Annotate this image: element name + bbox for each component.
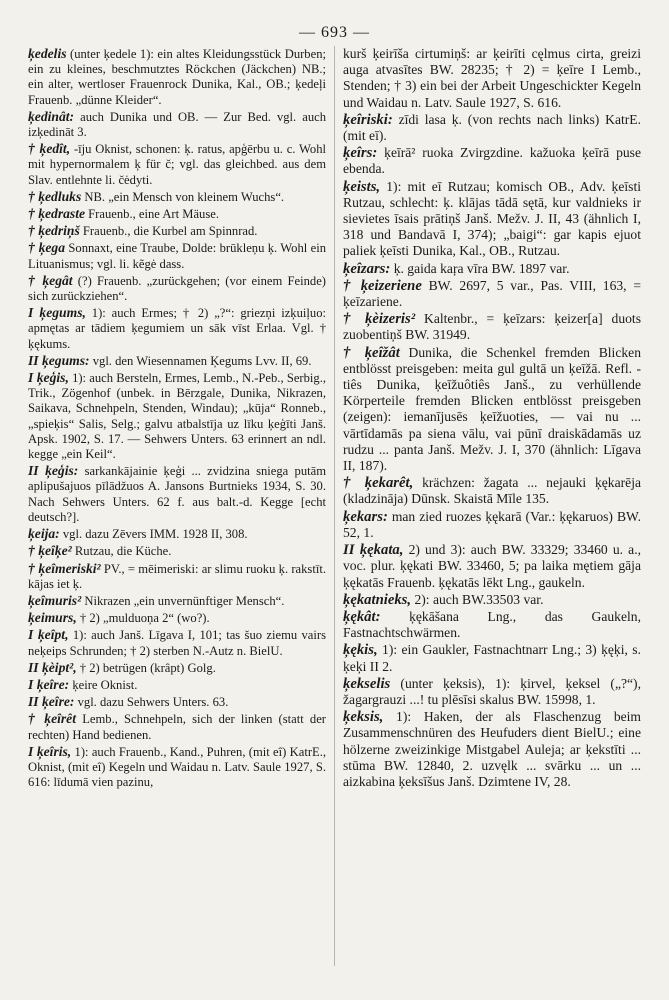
entry-headword: ķekars: xyxy=(343,508,388,525)
entry-text: 1): Haken, der als Flaschenzug beim Zusammenschnüren des Heufuders dient BielU.; eine hölzerne zweizinkige Mistgabel Auleja; ar ķekstīti ... stūma BW. 12840, 2. uzvęlk ... svārku ... un ... aizkabina ķeksīšus Janš. Dzimtene IV, 28. xyxy=(343,709,641,789)
entry-headword: † ķekarêt, xyxy=(343,475,414,492)
entry-headword: † ķeizeriene xyxy=(343,277,422,294)
entry-text: Lemb., Schnehpeln, sich der linken (statt der rechten) Hand bedienen. xyxy=(28,712,327,742)
entry-text: sarkankājainie ķeģi ... zvidzina sniega putām aplipušajuos pīlādžuos A. Jansons Burtnieks 1934, S. 30. Nach Sehwers Unters. 62 f. aus balt.-d. Kegge [echt deutsch?]. xyxy=(28,464,326,524)
entry-headword: ķeîriski: xyxy=(343,111,393,128)
entry-headword: I ķeîre: xyxy=(28,676,70,692)
dictionary-entry xyxy=(343,542,641,591)
entry-headword: † ķegât xyxy=(28,272,73,288)
entry-text: ķ. gaida kaŗa vīra BW. 1897 var. xyxy=(393,260,570,276)
entry-text: Rutzau, die Küche. xyxy=(74,544,172,559)
entry-text: PV., = mēimeriski: ar slimu ruoku ķ. rakstīt. kājas iet ķ. xyxy=(28,561,326,591)
left-column xyxy=(28,46,326,791)
entry-headword: ķeimurs, xyxy=(28,610,77,626)
entry-text: 1): auch Ermes; † 2) „?“: griezņi izķuiļuo: apmętas ar tādiem ķegumiem un sāk vīst Erlaa. Vgl. † ķękums. xyxy=(28,306,326,351)
dictionary-entry xyxy=(343,609,641,641)
right-column xyxy=(343,46,641,791)
dictionary-entry xyxy=(28,240,326,271)
entry-text: 1): auch Janš. Līgava I, 101; tas šuo ziemu vairs neķeips Schrunden; † 2) sterben N.-Autz n. BielU. xyxy=(28,628,326,658)
entry-text: -īju Oknist, schonen: ķ. ratus, apģērbu u. c. Wohl mit hypernormalem ķ für č; vgl. das gleichbed. aus dem Slav. entlehnte li. čėdyti. xyxy=(28,142,326,187)
dictionary-entry xyxy=(28,141,326,188)
dictionary-entry xyxy=(343,345,641,475)
entry-text: NB. „ein Mensch von kleinem Wuchs“. xyxy=(84,189,285,204)
entry-text: 2): auch BW.33503 var. xyxy=(414,591,544,607)
entry-text: Frauenb., eine Art Mäuse. xyxy=(88,207,219,222)
dictionary-entry xyxy=(28,694,326,710)
entry-text: auch Dunika und OB. — Zur Bed. vgl. auch izķedināt 3. xyxy=(28,109,327,140)
entry-headword: II ķèipt², xyxy=(28,659,77,675)
dictionary-entry xyxy=(343,475,641,507)
entry-text: † 2) betrügen (krâpt) Golg. xyxy=(79,660,216,675)
entry-text: zīdi lasa ķ. (von rechts nach links) KatrE. (mit eī). xyxy=(343,111,641,144)
dictionary-entry xyxy=(28,46,326,108)
entry-headword: II ķeîre: xyxy=(28,694,75,710)
entry-headword: † ķeîmeriski² xyxy=(28,560,101,576)
dictionary-entry xyxy=(28,660,326,676)
dictionary-entry xyxy=(343,709,641,790)
dictionary-entry xyxy=(28,370,326,462)
entry-text: Frauenb., die Kurbel am Spinnrad. xyxy=(82,224,258,239)
entry-text: BW. 2697, 5 var., Pas. VIII, 163, = ķeīzariene. xyxy=(343,277,642,310)
entry-headword: † ķedluks xyxy=(28,188,82,204)
entry-text: Dunika, die Schenkel fremden Blicken entblösst preisgeben: meita gul gultā un ķeīžā. Refl. -tiês Dunika, ķeīžuôtiês Janš., zu verhüllende Körperteile fremden Blicken entblösst preisgeben (zeigen): iemanījusēs ķeīžuoties, — vai nu ... vārtīdamās pa siena vālu, vai pūnī draiskādamās uz rudzu ... panta Janš. Mežv. J. I, 370 (ähnlich: Līgava II, 187). xyxy=(343,344,641,474)
dictionary-entry xyxy=(343,46,641,111)
dictionary-entry xyxy=(343,145,641,177)
entry-text: (unter ķeksis), 1): ķirvel, ķeksel („?“), žagargrauzi ...! tu plēsīsi skalus BW. 15998, 1. xyxy=(343,675,641,707)
entry-headword: ķeija: xyxy=(28,526,60,542)
entry-text: vgl. den Wiesennamen Ķegums Lvv. II, 69. xyxy=(92,353,312,368)
dictionary-entry xyxy=(28,610,326,626)
entry-text: 1): auch Frauenb., Kand., Puhren, (mit eî) KatrE., Oknist, (mit eî) Kegeln und Waidau n. Latv. Saule 1927, S. 616: līdumā vien pazinu, xyxy=(28,744,327,790)
dictionary-entry xyxy=(343,261,641,277)
dictionary-entry xyxy=(343,278,641,310)
entry-text: ķeīrā² ruoka Zvirgzdine. kažuoka ķeīrā puse ebenda. xyxy=(343,145,641,177)
dictionary-entry xyxy=(343,676,641,708)
entry-headword: ķeîrs: xyxy=(343,145,378,162)
entry-headword: ķeîzars: xyxy=(343,260,391,277)
dictionary-entry xyxy=(343,112,641,144)
entry-headword: ķekselis xyxy=(343,675,391,692)
entry-headword: † ķeîrêt xyxy=(28,711,76,727)
dictionary-entry xyxy=(28,593,326,609)
dictionary-entry xyxy=(28,677,326,693)
entry-headword: I ķeģis, xyxy=(28,370,69,386)
entry-headword: I ķeîris, xyxy=(28,743,72,759)
entry-headword: † ķedît, xyxy=(28,141,71,157)
dictionary-entry xyxy=(28,353,326,369)
entry-headword: I ķeîpt, xyxy=(28,627,69,643)
entry-text: Sonnaxt, eine Traube, Dolde: brūkleņu ķ. Wohl ein Lituanismus; vgl. li. kẽgė dass. xyxy=(28,241,326,271)
entry-headword: ķeîmuris² xyxy=(28,592,82,608)
entry-text: Nikrazen „ein unvernünftiger Mensch“. xyxy=(84,593,285,608)
dictionary-entry xyxy=(28,543,326,559)
entry-headword: II ķeģis: xyxy=(28,463,79,479)
entry-headword: † ķega xyxy=(28,240,66,256)
dictionary-entry xyxy=(28,711,326,742)
entry-text: † 2) „mulduoņa 2“ (wo?). xyxy=(79,611,210,626)
entry-text: kurš ķeirīša cirtumiņš: ar ķeirīti cęlmus cirta, greizi auga atvasītes BW. 28235; † 2) = ķeīre I Lemb., Stenden; † 3) ein bei der Arbeit Ungeschickter Kegeln und Waidau n. Latv. Saule 1927, S. 616. xyxy=(343,46,641,110)
dictionary-entry xyxy=(28,305,326,352)
dictionary-entry xyxy=(343,509,641,541)
dictionary-entry xyxy=(28,463,326,525)
entry-text: krächzen: žagata ... nejauki ķękarēja (kladzināja) Dūnsk. Skaistā Mīle 135. xyxy=(343,475,641,507)
dictionary-entry xyxy=(343,179,641,260)
entry-headword: † ķedriņš xyxy=(28,223,80,239)
dictionary-entry xyxy=(28,223,326,239)
entry-headword: ķedelis xyxy=(28,46,67,61)
entry-headword: ķeksis, xyxy=(343,709,384,726)
dictionary-entry xyxy=(343,592,641,608)
dictionary-entry xyxy=(28,627,326,658)
entry-headword: † ķèizeris² xyxy=(343,311,416,328)
entry-text: ķeire Oknist. xyxy=(72,677,138,692)
entry-headword: ķeists, xyxy=(343,178,381,195)
column-divider xyxy=(334,46,335,966)
entry-headword: ķękatnieks, xyxy=(343,591,412,608)
dictionary-entry xyxy=(28,744,326,791)
entry-text: vgl. dazu Zēvers IMM. 1928 II, 308. xyxy=(62,527,248,542)
dictionary-entry xyxy=(343,311,641,343)
entry-headword: † ķedraste xyxy=(28,206,86,222)
dictionary-entry xyxy=(28,206,326,222)
dictionary-entry xyxy=(28,189,326,205)
entry-text: Kaltenbr., = ķeīzars: ķeizer[a] duots zuobentiņš BW. 31949. xyxy=(343,311,641,343)
entry-headword: ķękât: xyxy=(343,608,381,625)
entry-headword: II ķegums: xyxy=(28,352,90,368)
dictionary-entry xyxy=(28,109,326,140)
entry-headword: ķękis, xyxy=(343,642,378,659)
entry-headword: ķedinât: xyxy=(28,108,75,124)
dictionary-entry xyxy=(28,273,326,304)
entry-text: 1): ein Gaukler, Fastnachtnarr Lng.; 3) ķęķi, s. ķeķi II 2. xyxy=(343,642,641,674)
entry-text: man zied ruozes ķękarā (Var.: ķękaruos) BW. 52, 1. xyxy=(343,508,641,540)
entry-text: (unter ķedele 1): ein altes Kleidungsstück Durben; ein zu kleines, beschmutztes Röckchen (Jäckchen) NB.; ein alter, wertloser Frauenrock Dunika, Kal., OB.; ķedeļi Frauenb. „dünne Kleider“. xyxy=(28,47,326,107)
entry-headword: I ķegums, xyxy=(28,305,86,321)
entry-text: vgl. dazu Sehwers Unters. 63. xyxy=(77,695,229,710)
entry-text: 1): auch Bersteln, Ermes, Lemb., N.-Peb., Serbig., Trik., Zögenhof (unbek. in Bērzgale, Dunika, Nikrazen, Saikava, Schnehpeln, Stenden, Windau); „kūja“ Ronneb., „spieķis“ Salis, Selg.; galvu atbalstīja uz līku ķeģīti Janš. Apsk. 1902, S. 17. — Sehwers Unters. 63 erinnert an ndl. kegge „ein Keil“. xyxy=(28,371,326,462)
entry-text: 1): mit eī Rutzau; komisch OB., Adv. ķeīsti Rutzau, schlecht: ķ. klājas tādā sętā, kur valdnieks ir sievietes īsais prātiņš Janš. Mežv. J. II, 43 (ähnlich I, 318 und Bandavā I, 374); „baigi“: gar kapis ejuot paliek ķeīsti Dunika, Kal., OB., Rutzau. xyxy=(343,178,641,259)
entry-text: (?) Frauenb. „zurückgehen; (vor einem Feinde) sich zurückziehen“. xyxy=(28,273,326,304)
entry-text: ķękāšana Lng., das Gaukeln, Fastnachtschwärmen. xyxy=(343,608,641,641)
entry-headword: † ķeîžât xyxy=(343,344,400,361)
dictionary-entry xyxy=(343,642,641,674)
dictionary-entry xyxy=(28,526,326,542)
entry-headword: II ķękata, xyxy=(343,542,404,559)
entry-headword: † ķeîķe² xyxy=(28,543,72,559)
dictionary-entry xyxy=(28,561,326,592)
page-number: — 693 — xyxy=(299,24,370,41)
entry-text: 2) und 3): auch BW. 33329; 33460 u. a., voc. plur. ķękati BW. 33460, 5; pa laika mętiem gāja ķękatās Frauenb. ķękatās lēkt Lng., gaukeln. xyxy=(343,542,641,590)
